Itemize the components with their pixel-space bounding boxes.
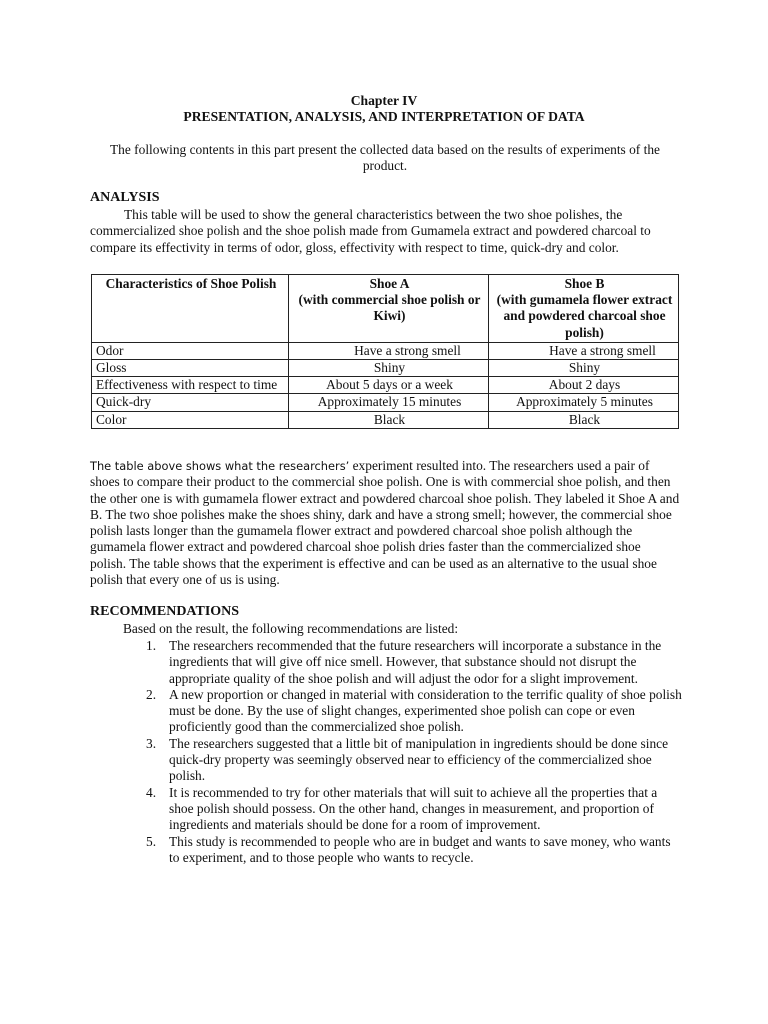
cell-characteristic: Quick-dry <box>92 394 289 411</box>
list-number: 2. <box>146 686 157 702</box>
list-text: It is recommended to try for other materials that will suit to achieve all the properties that a shoe polish should possess. On the other hand, changes in measurement, and proportion of ingredients and materials should be done for a room of improvement. <box>169 784 658 833</box>
discussion-lead: The table above shows what the researchers’ <box>90 459 350 473</box>
characteristics-table <box>91 274 679 429</box>
cell-shoe-a: Have a strong smell <box>289 342 489 359</box>
table-row <box>92 360 679 377</box>
table-row <box>92 411 679 428</box>
recommendations-heading: RECOMMENDATIONS <box>90 604 240 619</box>
table-row <box>92 394 679 411</box>
cell-shoe-b: Shiny <box>489 360 679 377</box>
header-shoe-b <box>489 275 679 343</box>
header-shoe-a <box>289 275 489 343</box>
cell-shoe-a: About 5 days or a week <box>289 377 489 394</box>
list-text: The researchers suggested that a little bit of manipulation in ingredients should be done since quick-dry property was seemingly observed near to efficiency of the commercialized shoe polish. <box>169 735 669 784</box>
header-characteristics: Characteristics of Shoe Polish <box>92 275 289 343</box>
cell-characteristic: Effectiveness with respect to time <box>92 377 289 394</box>
table-row <box>92 342 679 359</box>
list-item <box>127 687 683 736</box>
recommendations-lead: Based on the result, the following recommendations are listed: <box>123 621 459 636</box>
chapter-title: PRESENTATION, ANALYSIS, AND INTERPRETATION OF DATA <box>183 109 585 124</box>
list-number: 1. <box>146 638 157 653</box>
recommendations-list <box>127 638 683 866</box>
list-number: 4. <box>146 784 157 800</box>
list-text: This study is recommended to people who are in budget and wants to save money, who wants to experiment, and to those people who wants to recycle. <box>169 833 671 865</box>
list-item <box>127 834 683 867</box>
discussion-paragraph <box>90 458 680 588</box>
header-shoe-a-desc: (with commercial shoe polish or Kiwi) <box>298 292 481 324</box>
header-shoe-a-title: Shoe A <box>369 276 410 291</box>
cell-shoe-a: Shiny <box>289 360 489 377</box>
list-item <box>127 638 683 687</box>
list-item <box>127 785 683 834</box>
cell-shoe-b: Black <box>489 411 679 428</box>
header-shoe-b-desc: (with gumamela flower extract and powdered charcoal shoe polish) <box>496 292 673 340</box>
list-number: 5. <box>146 833 157 849</box>
cell-characteristic: Color <box>92 411 289 428</box>
table-header-row <box>92 275 679 343</box>
chapter-label: Chapter IV <box>350 93 418 108</box>
cell-shoe-a: Approximately 15 minutes <box>289 394 489 411</box>
list-number: 3. <box>146 735 157 751</box>
cell-characteristic: Odor <box>92 342 289 359</box>
analysis-paragraph <box>90 207 680 256</box>
cell-shoe-b: Approximately 5 minutes <box>489 394 679 411</box>
header-shoe-b-title: Shoe B <box>564 276 605 291</box>
list-text: A new proportion or changed in material with consideration to the terrific quality of shoe polish must be done. By the use of slight changes, experimented shoe polish can cope or even proficiently good than the commercialized shoe polish. <box>169 686 682 735</box>
discussion-body: experiment resulted into. The researchers used a pair of shoes to compare their product to the commercial shoe polish. One is with commercial shoe polish, and then the other one is with gumamela flower extract and powdered charcoal shoe polish. They labeled it Shoe A and B. The two shoe polishes make the shoes shiny, dark and have a strong smell; however, the commercial shoe polish lasts longer than the gumamela flower extract and powdered charcoal shoe polish although the gumamela flower extract and powdered charcoal shoe polish dries faster than the commercialized shoe polish. The table shows that the experiment is effective and can be used as an alternative to the usual shoe polish that every one of us is using. <box>90 458 680 588</box>
intro-paragraph: The following contents in this part present the collected data based on the results of experiments of the product. <box>110 142 660 174</box>
cell-shoe-a: Black <box>289 411 489 428</box>
cell-shoe-b: Have a strong smell <box>489 342 679 359</box>
analysis-text: This table will be used to show the general characteristics between the two shoe polishes, the commercialized shoe polish and the shoe polish made from Gumamela extract and powdered charcoal to compare its effectivity in terms of odor, gloss, effectivity with respect to time, quick-dry and color. <box>90 207 651 255</box>
cell-characteristic: Gloss <box>92 360 289 377</box>
cell-shoe-b: About 2 days <box>489 377 679 394</box>
table-row <box>92 377 679 394</box>
list-item <box>127 736 683 785</box>
analysis-heading: ANALYSIS <box>90 190 160 205</box>
list-text: The researchers recommended that the future researchers will incorporate a substance in the ingredients that will give off nice smell. However, that substance should not disrupt the appropriate quality of the shoe polish and will adjust the odor for a slight improvement. <box>169 638 662 686</box>
